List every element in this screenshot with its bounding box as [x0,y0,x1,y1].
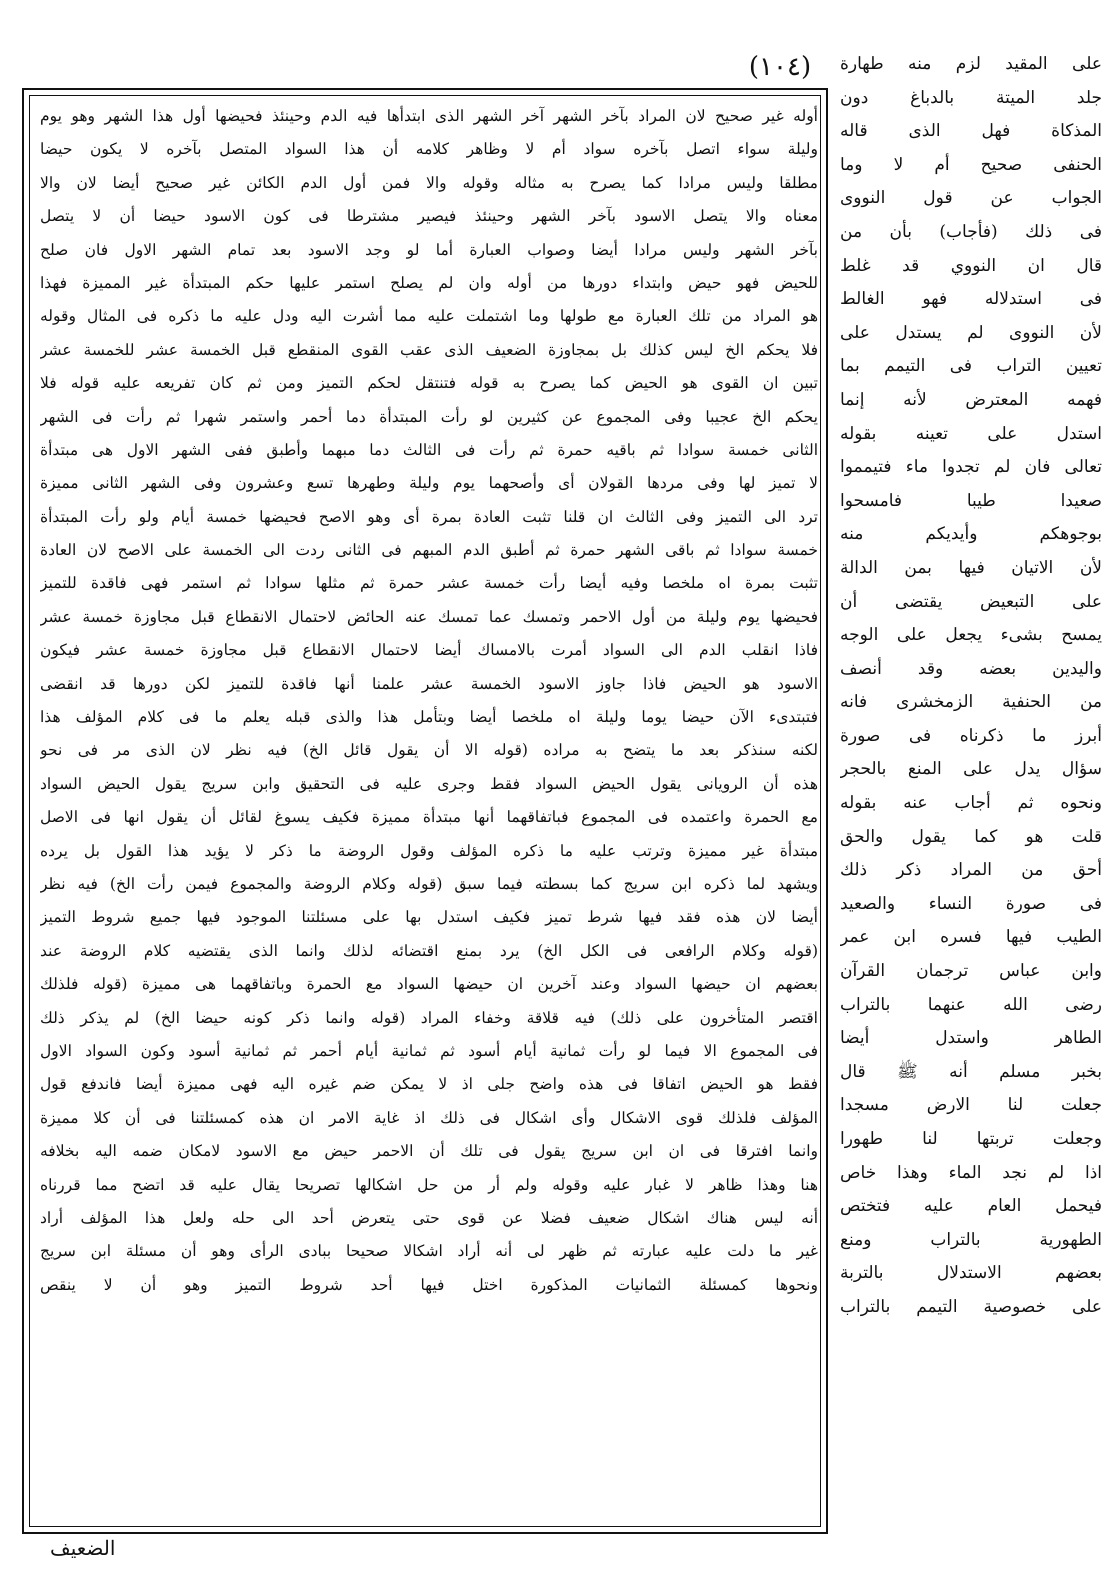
main-text-line: فحيضها يوم وليلة من أول الاحمر وتمسك عما تمسك عنه الحائض لاحتمال الانقطاع قبل مجاوزة خمسة عشر [40,607,818,626]
main-text-line: يحكم الخ عجيبا وفى المجموع عن كثيرين لو رأت المبتدأة دما أحمر واستمر شهرا ثم رأت فى الشهر [40,407,818,426]
margin-line: قال ان النووي قد غلط [840,255,1102,276]
margin-line: بخبر مسلم أنه ﷺ قال [840,1061,1102,1082]
main-text-line: وانما افترقا فى ان ابن سريج يقول فى تلك أن الاحمر حيض مع الاسود لامكان ضمه اليه بخلافه [40,1142,818,1161]
main-text-line: فى المجموع الا فيما لو رأت ثمانية أيام أسود ثم ثمانية أيام أحمر ثم ثمانية أسود وكون السواد الاول [40,1041,818,1060]
main-text-line: ونحوها كمسئلة الثمانيات المذكورة اختل فيها أحد شروط التميز وهو أن لا ينقص [40,1275,818,1294]
margin-line: اذا لم نجد الماء وهذا خاص [840,1162,1102,1183]
main-text-line: تثبت بمرة اه ملخصا وفيه أيضا رأت خمسة عشر حمرة ثم مثلها سوادا ثم استمر فهى فاقدة للتميز [40,574,818,593]
main-text-line: هذه أن الرويانى يقول الحيض السواد فقط وجرى عليه فى التحقيق وابن سريج يقول الحيض السواد [40,774,818,793]
margin-line: الطيب فيها فسره ابن عمر [840,927,1102,948]
margin-line: تعيين التراب فى التيمم بما [840,356,1102,377]
margin-line: تعالى فان لم تجدوا ماء فتيمموا [840,457,1102,478]
margin-line: بعضهم الاستدلال بالتربة [840,1263,1102,1284]
main-text-line: لا تميز لها وفى مردها القولان أى وأصحهما يوم وليلة وطهرها تسع وعشرون وفى الشهر الثانى مميزة [40,474,818,493]
margin-commentary [840,48,1102,1325]
main-text-line: هنا وهذا ظاهر لا غبار عليه وقوله ولم أر من حل اشكالها تصريحا يقال عليه قد اتضح مما قررناه [40,1175,818,1194]
page-number: (١٠٤) [748,52,812,82]
margin-line: فى صورة النساء والصعيد [840,893,1102,914]
margin-line: وابن عباس ترجمان القرآن [840,961,1102,982]
main-text-line: فتبتدىء الآن حيضا يوما وليلة اه ملخصا أيضا وبتأمل هذا والذى قبله يعلم ما فى كلام المؤلف هذا [40,708,818,727]
main-text-line: بآخر الشهر وليس مرادا أيضا وصواب العبارة أما لو وجد الاسود بعد تمام الشهر الاول فان صلح [40,240,818,259]
margin-line: قلت هو كما يقول والحق [840,826,1102,847]
margin-line: على التبعيض يقتضى أن [840,591,1102,612]
catchword: الضعيف [50,1536,116,1560]
main-text-line: فقط هو الحيض اتفاقا فى هذه واضح جلى اذ لا يمكن ضم غيره اليه فهى مميزة أيضا فاندفع قول [40,1075,818,1094]
margin-line: استدل على تعينه بقوله [840,423,1102,444]
margin-line: المذكاة فهل الذى قاله [840,121,1102,142]
main-text-line: للحيض فهو حيض وابتداء دورها من أوله وان لم يصلح استمر عليها حكم المبتدأة غير المميزة فهذا [40,273,818,292]
margin-line: فى استدلاله فهو الغالط [840,289,1102,310]
margin-line: على خصوصية التيمم بالتراب [840,1296,1102,1317]
main-text-line: أنه ليس هناك اشكال ضعيف فضلا عن قوى حتى يتعرض أحد الى حله ولعل هذا المؤلف أراد [40,1208,818,1227]
main-text-line: فاذا انقلب الدم الى السواد أمرت بالامساك أيضا لاحتمال الانقطاع قبل مجاوزة خمسة عشر فيكون [40,641,818,660]
main-text-line: اقتصر المتأخرون على ذلك) فيه قلاقة وخفاء المراد (قوله وانما ذكر كونه حيضا الخ) لم يذكر ذلك [40,1008,818,1027]
margin-line: الطهورية بالتراب ومنع [840,1229,1102,1250]
margin-line: الطاهر واستدل أيضا [840,1028,1102,1049]
margin-line: جعلت لنا الارض مسجدا [840,1095,1102,1116]
margin-line: بوجوهكم وأيديكم منه [840,524,1102,545]
main-text-line: بعضهم ان حيضها السواد وعند آخرين ان حيضها السواد مع الحمرة وباتفاقهما هى مميزة (قوله فلذلك [40,975,818,994]
main-text-line: معناه والا يتصل الاسود بآخر الشهر وحينئذ فيصير مشترطا فى كون الاسود حيضا أن لا يتصل [40,207,818,226]
margin-line: لأن النووى لم يستدل على [840,322,1102,343]
margin-line: فهمه المعترض لأنه إنما [840,389,1102,410]
main-text-line: (قوله وكلام الرافعى فى الكل الخ) يرد بمنع اقتضائه لذلك وانما الذى يقتضيه كلام الروضة عند [40,941,818,960]
margin-line: ونحوه ثم أجاب عنه بقوله [840,793,1102,814]
main-text-line: ويشهد لما ذكره ابن سريج كما بسطته فيما سبق (قوله وكلام الروضة والمجموع فيمن رأت الخ) فيه نظر [40,874,818,893]
margin-line: أحق من المراد ذكر ذلك [840,860,1102,881]
main-text-line: الثانى خمسة سوادا ثم باقيه حمرة ثم رأت فى الثالث دما مبهما وأطبق ففى الشهر الاول هى مبتدأة [40,440,818,459]
main-text-line: مطلقا وليس مرادا كما يصرح به مثاله وقوله والا فمن أول الدم الكائن غير صحيح أيضا لان والا [40,173,818,192]
main-text-line: فلا يحكم الخ ليس كذلك بل بمجاوزة الضعيف الذى عقب القوى المنقطع قبل الخمسة عشر للخمسة عشر [40,340,818,359]
margin-line: أبرز ما ذكرناه فى صورة [840,725,1102,746]
main-text-line: مبتدأة غير مميزة وترتب عليه ما ذكره المؤلف وقول الروضة ما ذكر لا يؤيد هذا القول بل يرده [40,841,818,860]
margin-line: سؤال يدل على المنع بالحجر [840,759,1102,780]
main-text-line: أوله غير صحيح لان المراد بآخر الشهر آخر الشهر الذى ابتدأها فيه الدم وحينئذ فحيضها أول هذا الشهر وهو يوم [40,107,818,125]
main-text-line: ترد الى التميز وفى الثالث ان قلنا تثبت العادة بمرة أى وهو الاصح فحيضها خمسة أيام ولو رأت المبتدأة [40,507,818,526]
margin-line: الجواب عن قول النووى [840,188,1102,209]
main-text-line: مع الحمرة واعتمده فى المجموع فباتفاقهما أنها مبتدأة مميزة فكيف يسوغ لقائل أن يقول انها فى الاصل [40,808,818,827]
main-text-line: هو المراد من تلك العبارة مع طولها وما اشتملت عليه مما أشرت اليه ودل عليه ما ذكره فى المثال وقوله [40,307,818,326]
margin-line: من الحنفية الزمخشرى فانه [840,692,1102,713]
margin-line: يمسح بشىء يجعل على الوجه [840,625,1102,646]
margin-line: رضى الله عنهما بالتراب [840,994,1102,1015]
margin-line: وجعلت تربتها لنا طهورا [840,1129,1102,1149]
main-text-line: خمسة سوادا ثم باقى الشهر حمرة ثم أطبق الدم المبهم فى الثانى ردت الى الخمسة على الاصح لان العادة [40,541,818,560]
margin-line: الحنفى صحيح أم لا وما [840,154,1102,175]
main-text-line: غير ما دلت عليه عبارته ثم ظهر لى أنه أراد اشكالا صحيحا ببادى الرأى وهو أن مسئلة ابن سريج [40,1242,818,1261]
margin-line: صعيدا طيبا فامسحوا [840,490,1102,511]
main-text-line: الاسود هو الحيض فاذا جاوز الاسود الخمسة عشر علمنا أنها فاقدة للتميز لكن دورها قد انقضى [40,674,818,693]
margin-line: جلد الميتة بالدباغ دون [840,87,1102,108]
margin-line: على المقيد لزم منه طهارة [840,54,1102,74]
main-text-line: أيضا لان هذه فقد فيها شرط تميز فكيف استدل بها على مسئلتنا الموجود فيها جميع شروط التميز [40,908,818,927]
main-text-line: المؤلف فلذلك قوى الاشكال وأى اشكال فى ذلك اذ غاية الامر ان هذه كمسئلتنا فى أن كلا مميزة [40,1108,818,1127]
main-text-line: لكنه سنذكر بعد ما يتضح به مراده (قوله الا أن يقول قائل الخ) فيه نظر لان الذى مر فى نحو [40,741,818,760]
margin-line: واليدين بعضه وقد أنصف [840,658,1102,679]
main-text [40,100,818,1302]
margin-line: فى ذلك (فأجاب) بأن من [840,221,1102,242]
margin-line: لأن الاتيان فيها بمن الدالة [840,557,1102,578]
main-text-line: وليلة سواء اتصل بآخره سواد أم لا وظاهر كلامه أن هذا السواد المتصل بآخره لا يكون حيضا [40,140,818,159]
margin-line: فيحمل العام عليه فتختص [840,1196,1102,1217]
main-text-line: تبين ان القوى هو الحيض كما يصرح به قوله فتنتقل لحكم التميز ومن ثم كان تفريعه عليه قوله فلا [40,374,818,393]
